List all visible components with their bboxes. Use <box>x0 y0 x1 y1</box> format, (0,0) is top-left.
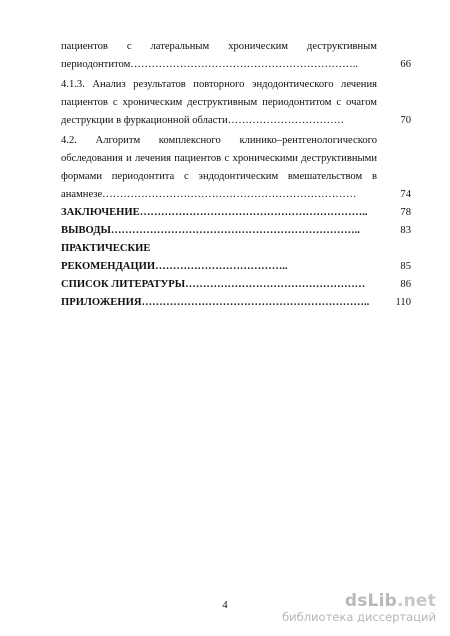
toc-entry-line: 4.1.3. Анализ результатов повторного эндодонтического лечения <box>61 79 377 90</box>
toc-entry-line: ЗАКЛЮЧЕНИЕ……………………………………………………….. <box>61 207 368 218</box>
toc-entry[interactable] <box>61 222 411 240</box>
toc-entry[interactable] <box>61 276 411 294</box>
toc-entry-line: ПРИЛОЖЕНИЯ……………………………………………………….. <box>61 297 370 308</box>
toc-entry[interactable] <box>61 38 411 74</box>
toc-page-number: 110 <box>395 297 411 308</box>
toc-entry-line: ВЫВОДЫ…………………………………………………………….. <box>61 225 360 236</box>
toc-entry[interactable] <box>61 204 411 222</box>
toc-entry-line: 4.2. Алгоритм комплексного клинико–рентгенологического <box>61 135 377 146</box>
toc-entry-line: формами периодонтита с эндодонтическим вмешательством в <box>61 171 377 182</box>
toc-page-number: 70 <box>400 115 411 126</box>
toc-entry-line: анамнезе……………………………………………………………… <box>61 189 357 200</box>
toc-entry[interactable] <box>61 76 411 130</box>
toc-page-number: 85 <box>400 261 411 272</box>
toc-page-number: 83 <box>400 225 411 236</box>
toc-entry-line: ПРАКТИЧЕСКИЕ РЕКОМЕНДАЦИИ……………………………….. <box>61 243 288 272</box>
toc-page-number: 86 <box>400 279 411 290</box>
toc-page-number: 66 <box>400 59 411 70</box>
toc-entry[interactable] <box>61 294 411 312</box>
table-of-contents <box>61 38 411 312</box>
watermark-logo <box>282 592 436 610</box>
toc-entry[interactable] <box>61 132 411 204</box>
page-number: 4 <box>222 600 228 611</box>
toc-entry-line: обследования и лечения пациентов с хроническими деструктивными <box>61 153 377 164</box>
watermark-logo-main: dsLib <box>344 591 397 611</box>
toc-entry-line: пациентов с латеральным хроническим деструктивным <box>61 41 377 52</box>
toc-entry[interactable] <box>61 240 411 276</box>
toc-entry-line: пациентов с хроническим деструктивным периодонтитом с очагом <box>61 97 377 108</box>
toc-page-number: 74 <box>400 189 411 200</box>
watermark <box>282 592 436 624</box>
watermark-logo-suffix: .net <box>396 591 436 611</box>
toc-entry-line: периодонтитом……………………………………………………….. <box>61 59 359 70</box>
watermark-caption: библиотека диссертаций <box>282 610 436 624</box>
toc-page-number: 78 <box>400 207 411 218</box>
toc-entry-line: деструкции в фуркационной области…………………………… <box>61 115 345 126</box>
toc-entry-line: СПИСОК ЛИТЕРАТУРЫ…………………………………………… <box>61 279 366 290</box>
